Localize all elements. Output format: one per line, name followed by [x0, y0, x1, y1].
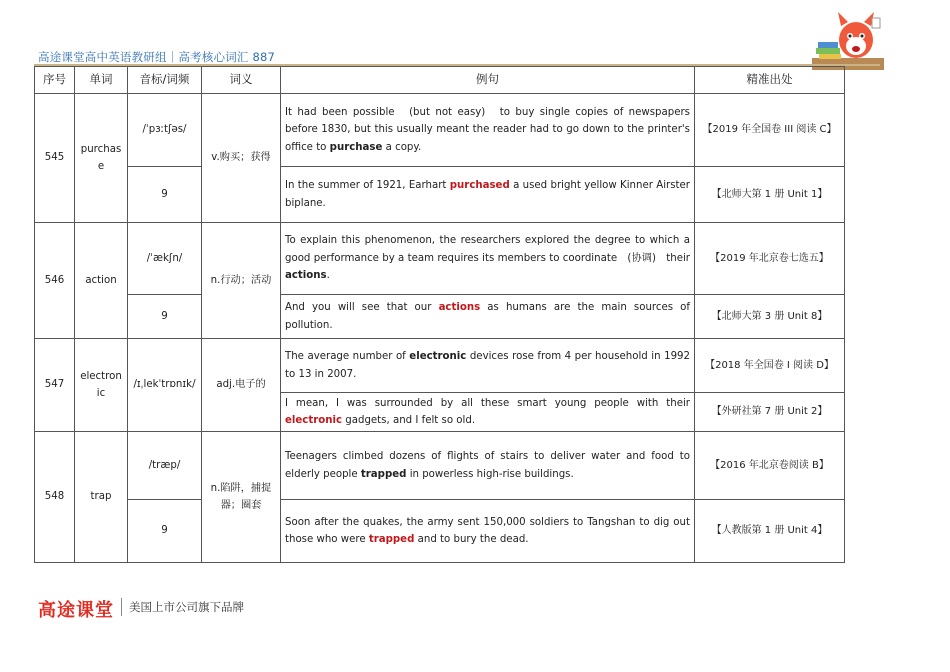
example-source: 【外研社第 7 册 Unit 2】: [695, 393, 845, 432]
column-header: 单词: [75, 67, 128, 94]
example-source: 【2016 年北京卷阅读 B】: [695, 432, 845, 500]
table-row: [35, 167, 845, 223]
example-sentence: [281, 500, 695, 563]
example-text: gadgets, and I felt so old.: [342, 415, 476, 426]
entry-meaning: adj.电子的: [202, 339, 281, 432]
entry-phonetic: /træp/: [128, 432, 202, 500]
table-row: [35, 500, 845, 563]
example-text: in powerless high-rise buildings.: [406, 468, 574, 480]
example-keyword: trapped: [360, 468, 407, 480]
entry-word: [75, 339, 128, 432]
entry-number: 546: [35, 223, 75, 339]
entry-frequency: 9: [128, 167, 202, 223]
example-text: It had been possible (but not easy) to buy single copies of newspapers before 1830, but this usually meant the reader had to go down to the printer's office to: [285, 106, 690, 153]
example-text: In the summer of 1921, Earhart: [285, 180, 450, 191]
example-text: To explain this phenomenon, the researchers explored the degree to which a good performance by a team requires its members to coordinate (协调) their: [285, 235, 690, 264]
table-header-row: [35, 67, 845, 94]
example-text: Soon after the quakes, the army sent 150,000 soldiers to Tangshan to dig out those who were: [285, 516, 690, 545]
entry-number: 545: [35, 94, 75, 223]
example-source: 【2019 年全国卷 III 阅读 C】: [695, 94, 845, 167]
example-text: a used bright yellow Kinner Airster biplane.: [285, 180, 690, 209]
entry-word-text: trap: [90, 491, 112, 503]
entry-number: 547: [35, 339, 75, 432]
entry-phonetic: /ˈpɜːtʃəs/: [128, 94, 202, 167]
page-header-title: 高途课堂高中英语教研组｜高考核心词汇 887: [38, 50, 276, 64]
entry-word: [75, 94, 128, 223]
column-header: 序号: [35, 67, 75, 94]
column-header: 精准出处: [695, 67, 845, 94]
footer-divider: [121, 598, 122, 616]
example-keyword: purchase: [329, 141, 383, 153]
example-text: I mean, I was surrounded by all these smart young people with their: [285, 397, 690, 409]
table-row: [35, 223, 845, 295]
entry-word: [75, 223, 128, 339]
table-row: [35, 94, 845, 167]
example-keyword: actions: [438, 302, 481, 313]
vocabulary-table: [34, 66, 845, 563]
entry-meaning: v.购买；获得: [202, 94, 281, 223]
example-text: a copy.: [382, 141, 422, 153]
example-text: Teenagers climbed dozens of flights of stairs to deliver water and food to elderly people: [285, 451, 690, 480]
example-text: .: [326, 270, 330, 282]
example-source: 【2019 年北京卷七选五】: [695, 223, 845, 295]
example-source: 【2018 年全国卷 I 阅读 D】: [695, 339, 845, 393]
column-header: 例句: [281, 67, 695, 94]
footer-brand-logo: 高途课堂: [38, 600, 114, 621]
example-text: And you will see that our: [285, 302, 439, 313]
example-text: The average number of: [285, 351, 410, 362]
example-keyword: electronic: [285, 415, 343, 426]
example-text: devices rose from 4 per household in 1992 to 13 in 2007.: [285, 351, 691, 380]
entry-meaning: n.陷阱，捕捉器；圈套: [202, 432, 281, 563]
example-text: as humans are the main sources of pollution.: [285, 302, 690, 331]
entry-word-text: purchase: [80, 143, 122, 172]
example-text: and to bury the dead.: [414, 534, 529, 545]
entry-meaning: n.行动；活动: [202, 223, 281, 339]
example-source: 【人教版第 1 册 Unit 4】: [695, 500, 845, 563]
example-sentence: [281, 94, 695, 167]
example-source: 【北师大第 1 册 Unit 1】: [695, 167, 845, 223]
example-sentence: [281, 432, 695, 500]
example-sentence: [281, 223, 695, 295]
table-row: [35, 339, 845, 393]
example-source: 【北师大第 3 册 Unit 8】: [695, 295, 845, 339]
table-row: [35, 432, 845, 500]
entry-word-text: electronic: [80, 370, 122, 399]
column-header: 词义: [202, 67, 281, 94]
example-sentence: [281, 339, 695, 393]
entry-word-text: action: [85, 274, 117, 286]
entry-frequency: 9: [128, 295, 202, 339]
example-sentence: [281, 167, 695, 223]
example-keyword: electronic: [409, 351, 467, 362]
mascot-logo: [810, 8, 886, 72]
example-keyword: purchased: [449, 180, 510, 191]
entry-number: 548: [35, 432, 75, 563]
example-sentence: [281, 393, 695, 432]
footer-tagline: 美国上市公司旗下品牌: [129, 600, 244, 614]
example-keyword: trapped: [368, 534, 415, 545]
entry-phonetic: /ɪˌlekˈtrɒnɪk/: [128, 339, 202, 432]
entry-frequency: 9: [128, 500, 202, 563]
example-sentence: [281, 295, 695, 339]
column-header: 音标/词频: [128, 67, 202, 94]
entry-word: [75, 432, 128, 563]
table-row: [35, 295, 845, 339]
example-keyword: actions: [285, 270, 327, 282]
entry-phonetic: /ˈækʃn/: [128, 223, 202, 295]
